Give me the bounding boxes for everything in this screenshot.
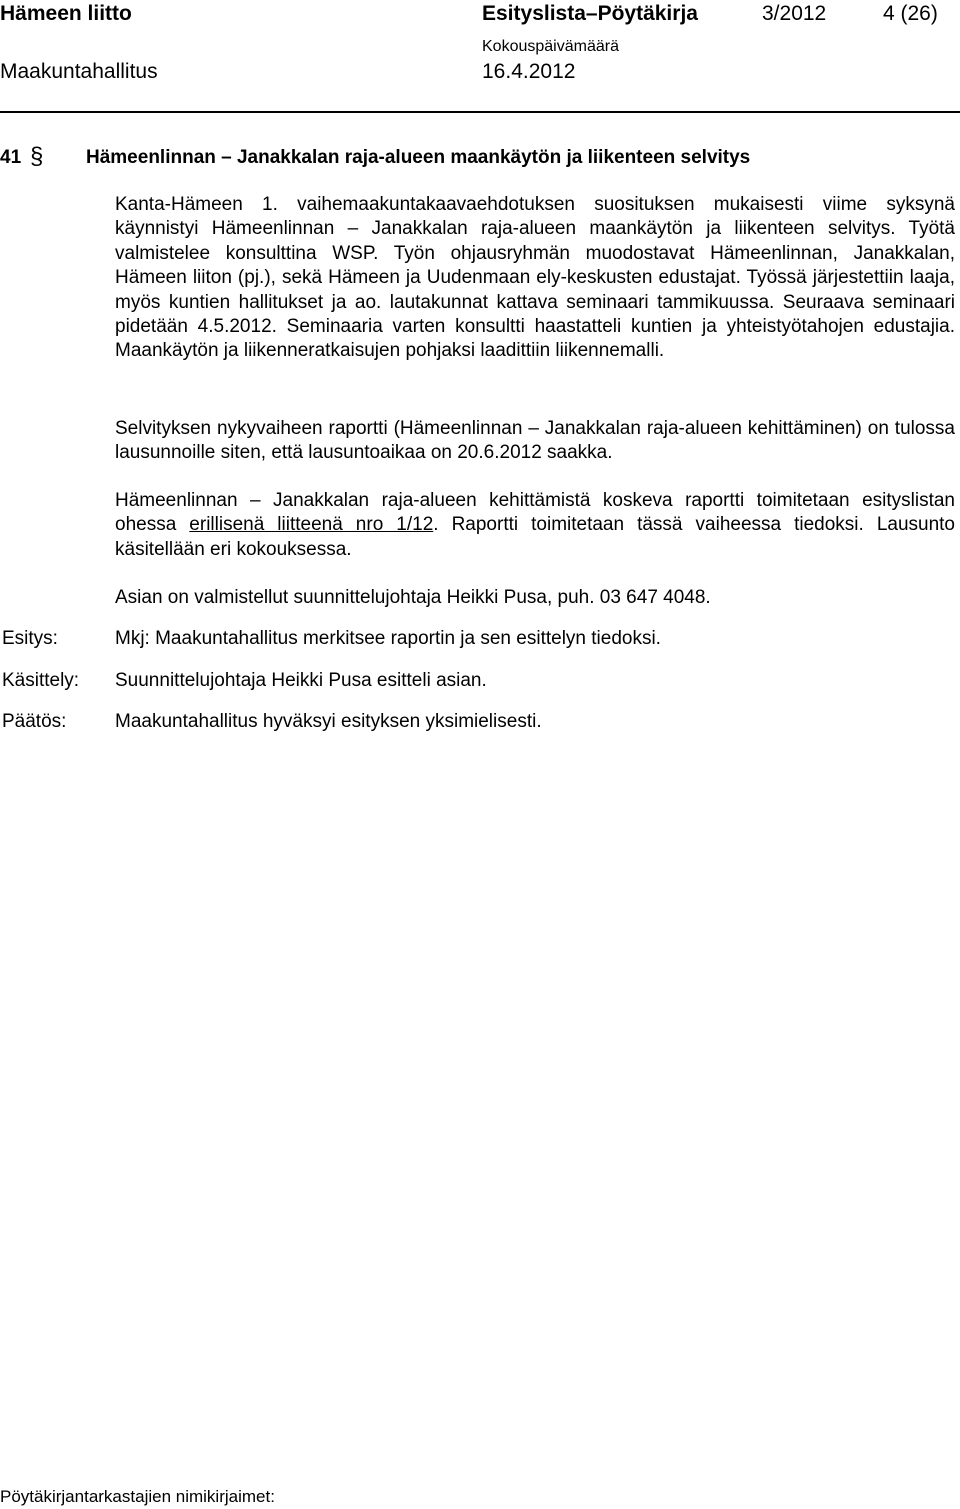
esitys-label: Esitys:: [2, 628, 58, 649]
document-type: Esityslista–Pöytäkirja: [482, 2, 698, 25]
paragraph-attachment: [115, 489, 955, 562]
paatos-text: Maakuntahallitus hyväksyi esityksen yksimielisesti.: [115, 711, 542, 732]
paragraph-text: Selvityksen nykyvaiheen raportti (Hämeenlinnan – Janakkalan raja-alueen kehittäminen) on tulossa lausunnoille siten, että lausuntoaikaa on 20.6.2012 saakka.: [115, 418, 955, 464]
paragraph-text: [115, 489, 955, 562]
document-number: 3/2012: [762, 2, 827, 25]
kasittely-label: Käsittely:: [2, 670, 80, 691]
body-name: Maakuntahallitus: [0, 60, 158, 83]
paragraph-background: [115, 193, 955, 364]
kasittely-text: Suunnittelujohtaja Heikki Pusa esitteli asian.: [115, 670, 487, 691]
item-title: Hämeenlinnan – Janakkalan raja-alueen maankäytön ja liikenteen selvitys: [86, 147, 751, 168]
page-number: 4 (26): [883, 2, 938, 25]
initials-footer: Pöytäkirjantarkastajien nimikirjaimet:: [0, 1487, 275, 1506]
meeting-date: 16.4.2012: [482, 60, 576, 83]
paragraph-preparer: [115, 586, 955, 610]
paragraph-text: Kanta-Hämeen 1. vaihemaakuntakaavaehdotuksen suosituksen mukaisesti viime syksynä käynnistyi Hämeenlinnan – Janakkalan raja-alueen maankäytön ja liikenteen selvitys. Työtä valmistelee konsulttina WSP. Työn ohjausryhmän muodostavat Hämeenlinnan, Janakkalan, Hämeen liiton (pj.), sekä Hämeen ja Uudenmaan ely-keskusten edustajat. Työssä järjestettiin laaja, myös kuntien hallitukset ja ao. lautakunnat kattava seminaari tammikuussa. Seuraava seminaari pidetään 4.5.2012. Seminaaria varten konsultti haastatteli kuntien ja yhteistyötahojen edustajia. Maankäytön ja liikenneratkaisujen pohjaksi laadittiin liikennemalli.: [115, 194, 955, 362]
meeting-date-label: Kokouspäivämäärä: [482, 38, 619, 55]
paragraph-text: Asian on valmistellut suunnittelujohtaja Heikki Pusa, puh. 03 647 4048.: [115, 587, 711, 608]
section-symbol: §: [30, 143, 44, 170]
paragraph-report-status: [115, 417, 955, 466]
paatos-label: Päätös:: [2, 711, 67, 732]
text-run: Hämeenlinnan – Janakkalan raja-alueen kehittämistä koskeva raportti toimitetaan esityslistan ohessa: [115, 490, 955, 536]
text-run: . Raportti toimitetaan tässä vaiheessa tiedoksi. Lausunto käsitellään eri kokouksessa.: [115, 514, 956, 560]
item-number: 41: [0, 147, 22, 168]
esitys-text: Mkj: Maakuntahallitus merkitsee raportin ja sen esittelyn tiedoksi.: [115, 628, 661, 649]
header-divider: [0, 111, 960, 113]
org-name: Hämeen liitto: [0, 2, 132, 25]
attachment-link[interactable]: erillisenä liitteenä nro 1/12: [189, 514, 434, 536]
